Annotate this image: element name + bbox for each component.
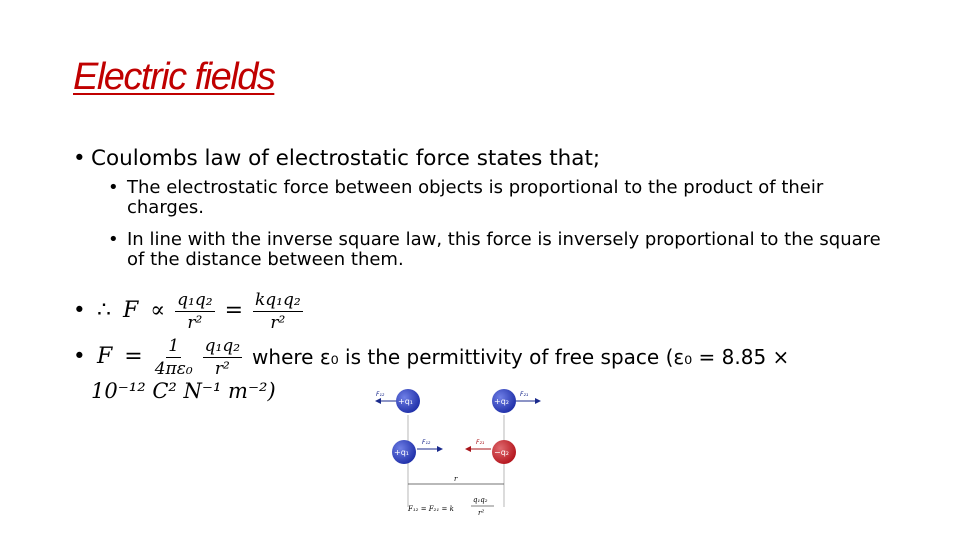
numerator: q₁q₂ xyxy=(204,335,241,356)
charge-label-top-right: +q₂ xyxy=(494,397,509,406)
diagram-formula-lhs: F₁₂ = F₂₁ = k xyxy=(408,505,454,513)
fraction-kq1q2-r2 xyxy=(253,289,303,334)
charge-label-bottom-left: +q₁ xyxy=(394,448,409,457)
numerator: kq₁q₂ xyxy=(255,289,301,310)
force-label-f12-top: F₁₂ xyxy=(376,391,385,398)
charge-label-top-left: +q₁ xyxy=(398,397,413,406)
proportional-symbol: ∝ xyxy=(150,298,166,323)
equation-proportionality xyxy=(73,286,893,336)
permittivity-text: where ε₀ is the permittivity of free space (ε₀ = 8.85 × xyxy=(252,345,790,369)
diagram-formula-numerator: q₁q₂ xyxy=(473,496,488,504)
diagram-formula-denominator: r² xyxy=(478,509,485,517)
sub-bullet-2 xyxy=(108,230,898,270)
force-symbol: F xyxy=(123,298,139,323)
sub-bullet-text: The electrostatic force between objects is proportional to the product of their charges. xyxy=(127,177,824,218)
fraction-q1q2-r2 xyxy=(175,289,214,334)
equals-symbol: = xyxy=(224,298,243,323)
coulomb-force-diagram xyxy=(370,383,550,523)
force-label-f21-bottom: F₂₁ xyxy=(476,439,485,446)
force-label-f12-bottom: F₁₂ xyxy=(422,439,431,446)
bullet-dot: • xyxy=(73,298,86,323)
fraction-q1q2-r2 xyxy=(203,335,242,380)
sub-bullet-1 xyxy=(108,178,898,218)
charge-label-bottom-right: −q₂ xyxy=(494,448,509,457)
slide-title: Electric fields xyxy=(73,56,275,98)
bullet-dot: • xyxy=(73,344,86,369)
denominator: r² xyxy=(270,312,286,333)
force-label-f21-top: F₂₁ xyxy=(520,391,529,398)
fraction-1-4pi-e0 xyxy=(153,335,195,380)
denominator: r² xyxy=(214,358,230,379)
distance-label: r xyxy=(454,475,458,483)
force-symbol: F xyxy=(97,344,113,369)
bullet-text: Coulombs law of electrostatic force states that; xyxy=(91,146,601,171)
denominator: 4πε₀ xyxy=(154,358,193,379)
numerator: 1 xyxy=(168,335,180,356)
therefore-symbol: ∴ xyxy=(97,298,111,323)
permittivity-units: 10⁻¹² C² N⁻¹ m⁻²) xyxy=(91,379,276,403)
denominator: r² xyxy=(187,312,203,333)
numerator: q₁q₂ xyxy=(177,289,213,310)
bullet-dot: • xyxy=(108,229,119,250)
bullet-dot: • xyxy=(108,177,119,198)
sub-bullet-text: In line with the inverse square law, this force is inversely proportional to the square of the distance between them. xyxy=(127,229,881,270)
equals-symbol: = xyxy=(124,344,143,369)
bullet-dot: • xyxy=(73,146,86,171)
